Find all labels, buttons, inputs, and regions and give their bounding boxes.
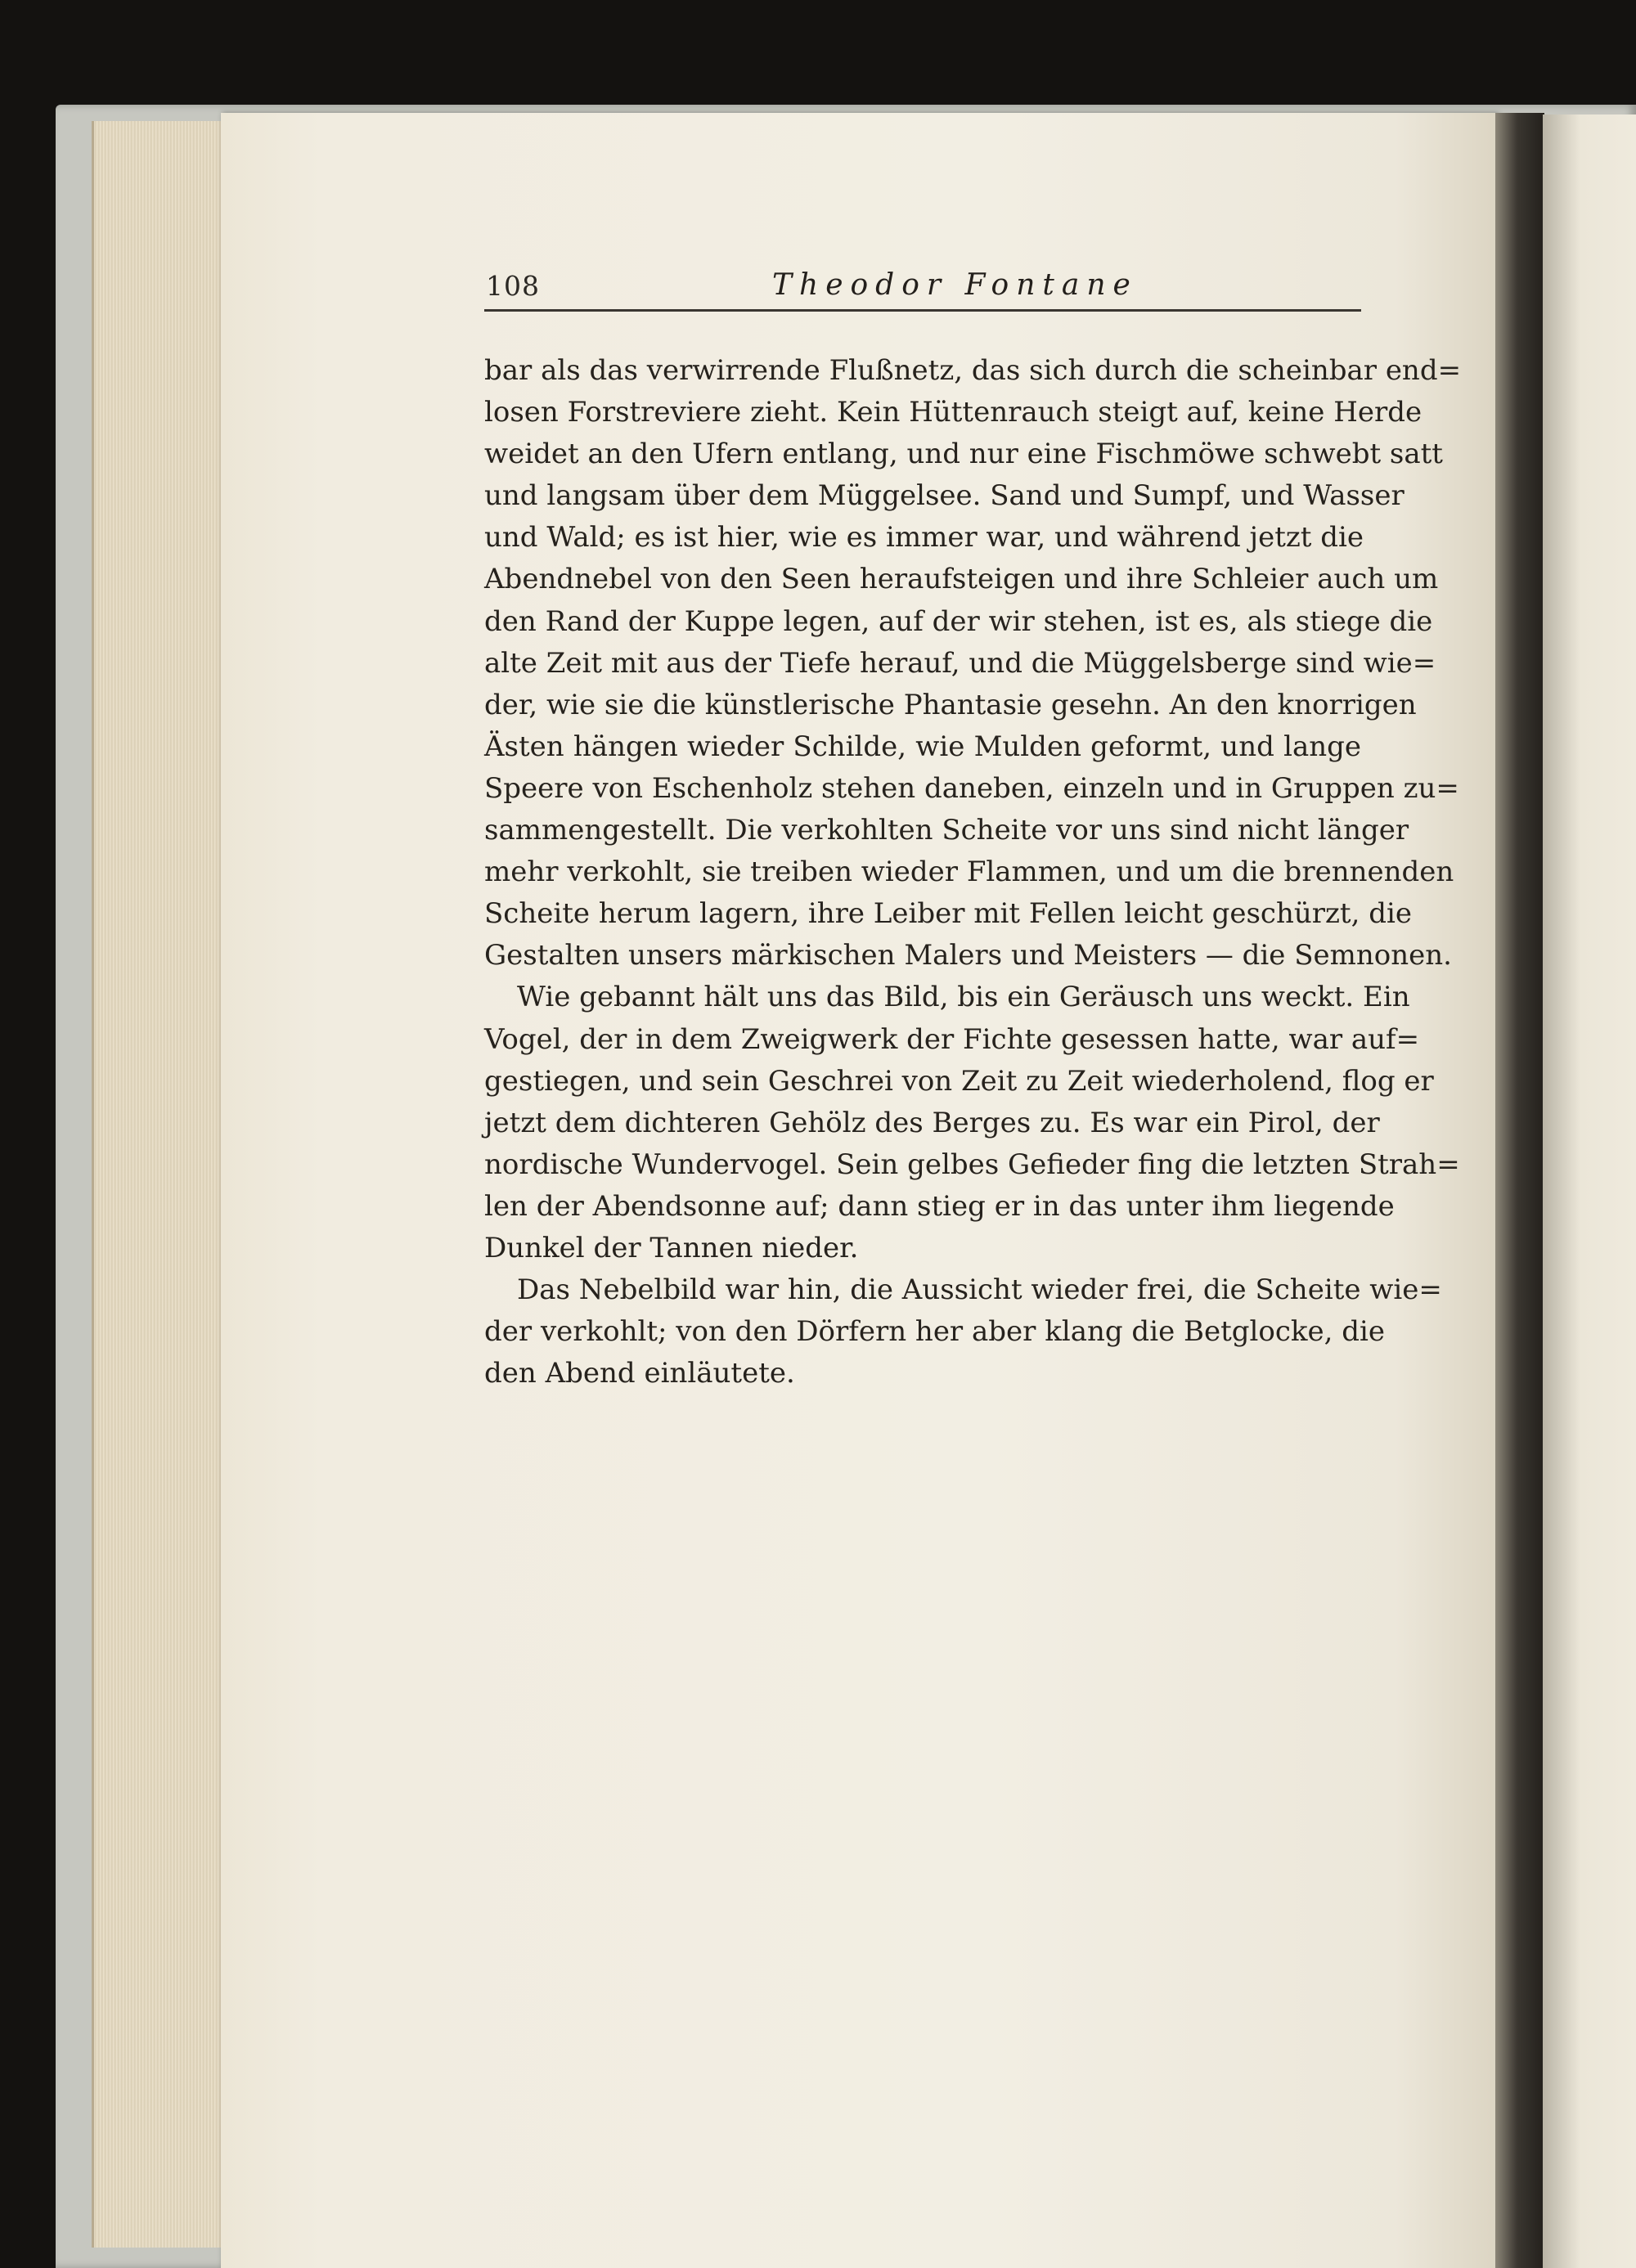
page-edges (92, 121, 241, 2248)
text-line: gestiegen, und sein Geschrei von Zeit zu Zeit wiederholend, flog er (484, 1064, 1434, 1098)
text-line: den Abend einläutete. (484, 1357, 795, 1390)
text-line: Ästen hängen wieder Schilde, wie Mulden geformt, und lange (484, 730, 1361, 763)
text-line: den Rand der Kuppe legen, auf der wir stehen, ist es, als stiege die (484, 604, 1433, 638)
text-line: Scheite herum lagern, ihre Leiber mit Fellen leicht geschürzt, die (484, 897, 1412, 931)
text-line: der verkohlt; von den Dörfern her aber klang die Betglocke, die (484, 1315, 1386, 1349)
text-line: Das Nebelbild war hin, die Aussicht wieder frei, die Scheite wie= (517, 1273, 1442, 1307)
text-line: und Wald; es ist hier, wie es immer war, und während jetzt die (484, 521, 1364, 555)
page-number: 108 (486, 270, 540, 302)
page-header (484, 270, 1361, 312)
text-line: mehr verkohlt, sie treiben wieder Flammen, und um die brennenden (484, 856, 1454, 889)
text-line: Dunkel der Tannen nieder. (484, 1231, 859, 1264)
text-line: Vogel, der in dem Zweigwerk der Fichte gesessen hatte, war auf= (484, 1022, 1420, 1056)
facing-page-edge (1543, 115, 1636, 2268)
text-line: jetzt dem dichteren Gehölz des Berges zu. Es war ein Pirol, der (484, 1106, 1380, 1139)
text-line: der, wie sie die künstlerische Phantasie gesehn. An den knorrigen (484, 688, 1417, 721)
text-line: len der Abendsonne auf; dann stieg er in das unter ihm liegende (484, 1189, 1395, 1223)
text-line: weidet an den Ufern entlang, und nur eine Fischmöwe schwebt satt (484, 438, 1443, 471)
text-line: Gestalten unsers märkischen Malers und Meisters — die Semnonen. (484, 939, 1452, 972)
text-line: Wie gebannt hält uns das Bild, bis ein Geräusch uns weckt. Ein (517, 981, 1410, 1014)
text-line: alte Zeit mit aus der Tiefe herauf, und die Müggelsberge sind wie= (484, 646, 1436, 680)
text-line: bar als das verwirrende Flußnetz, das sich durch die scheinbar end= (484, 354, 1462, 387)
text-line: losen Forstreviere zieht. Kein Hüttenrauch steigt auf, keine Herde (484, 396, 1423, 429)
text-line: nordische Wundervogel. Sein gelbes Gefieder fing die letzten Strah= (484, 1147, 1460, 1181)
text-line: Speere von Eschenholz stehen daneben, einzeln und in Gruppen zu= (484, 771, 1459, 805)
running-head: Theodor Fontane (772, 268, 1138, 302)
book-gutter (1495, 113, 1544, 2268)
text-line: Abendnebel von den Seen heraufsteigen und ihre Schleier auch um (484, 563, 1439, 596)
text-line: sammengestellt. Die verkohlten Scheite vor uns sind nicht länger (484, 814, 1409, 847)
body-text (484, 350, 1462, 1394)
text-line: und langsam über dem Müggelsee. Sand und Sumpf, und Wasser (484, 479, 1405, 513)
